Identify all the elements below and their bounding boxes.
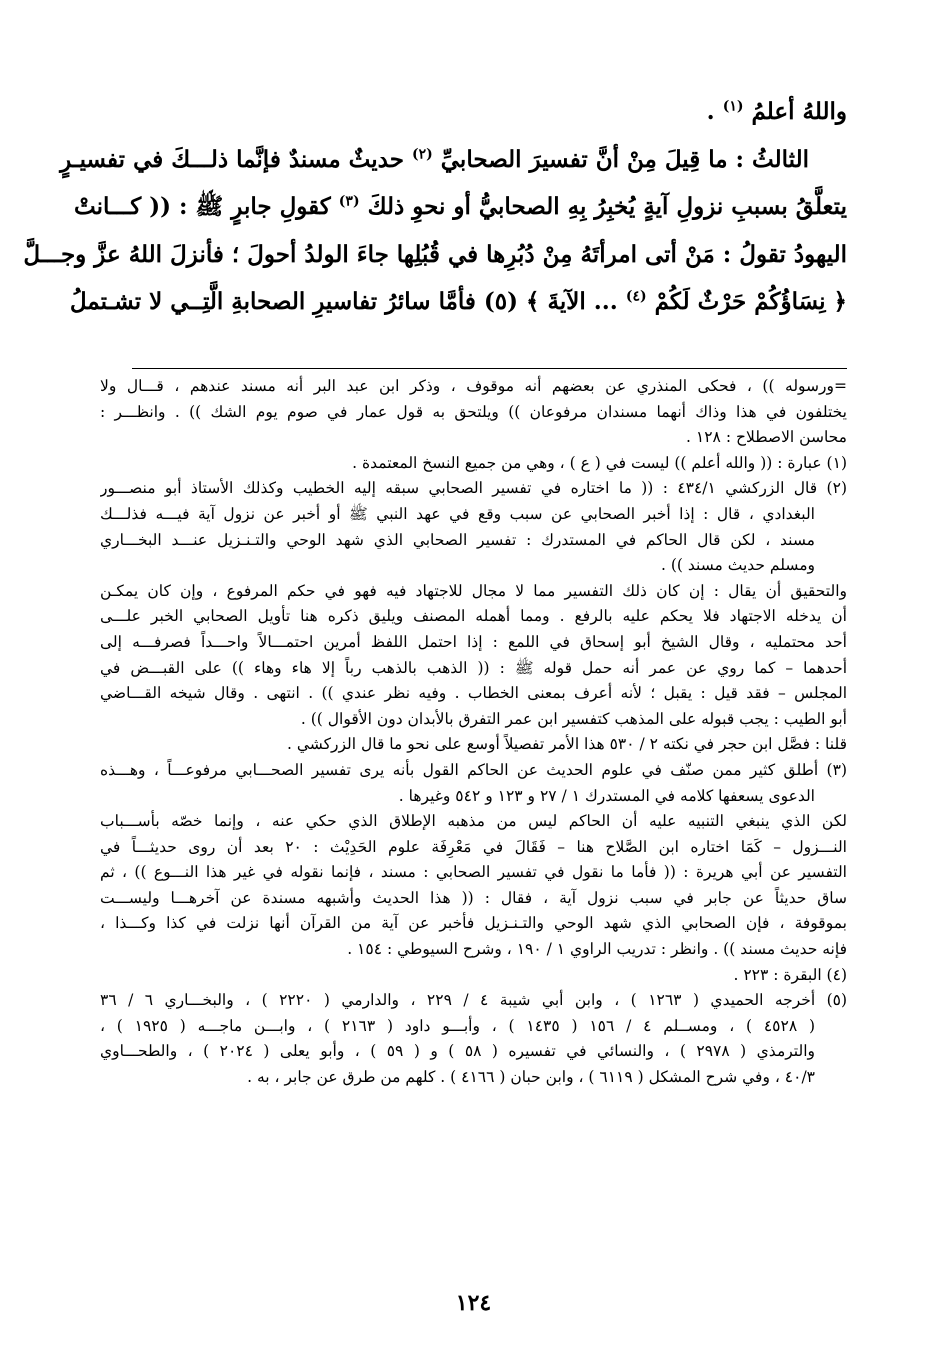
footnote-line: فإنه حديث مسند )) . وانظر : تدريب الراوي ١ / ١٩٠ ، وشرح السيوطي : ١٥٤ . <box>347 940 847 959</box>
main-line <box>100 88 847 136</box>
line-text: الثالثُ : ما قِيلَ مِنْ أنَّ تفسيرَ الصحابيِّ <box>440 145 809 173</box>
footnote-line: (١) عبارة : (( والله أعلم )) ليست في ( ع ) ، وهي من جميع النسخ المعتمدة . <box>352 453 847 472</box>
footnote-line: (٥) أخرجه الحميدي ( ١٢٦٣ ) ، وابن أبي شيبة ٤ / ٢٢٩ ، والدارمي ( ٢٢٢٠ ) ، والبخـــاري ٦ / ٣٦ <box>100 991 847 1010</box>
footnote-ref[interactable]: (٤) <box>625 288 647 305</box>
footnote-line: التفسير عن أبي هريرة : (( فأما ما نقول في تفسير الصحابي : مسند ، فإنما نقوله في غير هذا النـــوع )) ، ثم <box>100 863 847 882</box>
footnote-line: البغدادي ، قال : إذا أخبر الصحابي عن سبب وقع في عهد النبي ﷺ أو أخبر عن نزول آية فيـــه فذلـــك <box>100 504 815 523</box>
line-text: اليهودُ تقولُ : مَنْ أتى امرأتَهُ مِنْ دُبُرِها في قُبُلِها جاءَ الولدُ أحولَ ؛ فأنزلَ اللهُ عزَّ وجـــلَّ <box>23 240 847 268</box>
footnote-line: (٤) البقرة : ٢٢٣ . <box>733 965 847 984</box>
line-tail: ... الآيةَ ﴾ (٥) فأمَّا سائرُ تفاسيرِ الصحابةِ الَّتِــي لا تشـتملُ <box>69 288 618 315</box>
footnote-line: يختلفون في هذا وذاك أنهما مسندان مرفوعان )) ويلتحق به قول عمار في صوم يوم الشك )) . وانظـــر : <box>100 402 847 421</box>
main-line <box>69 278 847 326</box>
main-line <box>23 231 847 279</box>
footnote-line: ( ٤٥٢٨ ) ، ومســلم ٤ / ١٥٦ ( ١٤٣٥ ) ، وأبـــو داود ( ٢١٦٣ ) ، وابـــن ماجـــه ( ١٩٢٥ ) ، <box>100 1016 816 1035</box>
footnote-line: لكن الذي ينبغي التنبيه عليه أن الحاكم ليس من مذهبه الإطلاق الذي حكي عنه ، وإنما خصّه بأســـباب <box>100 812 847 831</box>
footnote-ref[interactable]: (٢) <box>411 145 433 162</box>
line-tail: . <box>706 98 715 125</box>
footnotes <box>100 374 847 1091</box>
footnote-line: (٢) قال الزركشي ٤٣٤/١ : (( ما اختاره في تفسير الصحابي سبقه إليه الخطيب وكذلك الأستاذ أبو منصـــور <box>100 479 847 498</box>
line-text: يتعلَّقُ بسببِ نزولِ آيةٍ يُخبِرُ بِهِ الصحابيُّ أو نحوِ ذلكَ <box>367 193 847 220</box>
footnote-line: الدعوى يسعفها كلامه في المستدرك ١ / ٢٧ و ١٢٣ و ٥٤٢ وغيرها . <box>398 786 815 805</box>
footnote-line: المجلس – فقد قيل : يقبل ؛ لأنه أعرف بمعنى الخطاب . وفيه نظر عندي )) . انتهى . وقال شيخه القـــاضي <box>100 684 847 703</box>
footnote-line: أبو الطيب : يجب قبوله على المذهب كتفسير ابن عمر التفرق بالأبدان دون الأقوال )) . <box>300 709 847 728</box>
footnote-ref[interactable]: (١) <box>722 98 744 115</box>
footnote-ref[interactable]: (٣) <box>338 193 360 210</box>
line-tail: كقولِ جابرٍ ﷺ : (( كـــانتْ <box>74 193 331 220</box>
footnote-line: النـــزول – كَمَا اختاره ابن الصَّلاح هنا – فَقَالَ في مَعْرِفَة علوم الحَدِيْث : ٢٠ بعد أن روى حديثـــاً في <box>100 837 847 856</box>
footnote-line: قلنا : فصَّل ابن حجر في نكته ٢ / ٥٣٠ هذا الأمر تفصيلاً أوسع على نحو ما قال الزركشي . <box>287 735 847 754</box>
footnote-line: أن يدخله الاجتهاد فلا يحكم عليه بالرفع . ومما أهمله المصنف ويليق ذكره هنا تأويل الصحابي الخبر علـــى <box>100 607 847 626</box>
footnote-line: ساق حديثاً عن جابر في سبب نزول آية ، فقال : (( هذا الحديث وأشبهه مسندة عن آخرهـــا وليســـت <box>100 888 847 907</box>
footnote-line: والترمذي ( ٢٩٧٨ ) ، والنسائي في تفسيره ( ٥٨ ) و ( ٥٩ ) ، وأبو يعلى ( ٢٠٢٤ ) ، والطحـــاوي <box>100 1042 815 1061</box>
footnote-line: ومسلم حديث مسند )) . <box>661 556 815 575</box>
page-number: ١٢٤ <box>455 1290 492 1316</box>
line-text: واللهُ أعلمُ <box>751 98 847 125</box>
line-tail: حديثٌ مسندٌ فإنَّما ذلـــكَ في تفسيـرٍ <box>60 145 404 173</box>
main-text <box>23 88 847 326</box>
footnote-line: أحدهما – كما روي عن عمر أنه حمل قوله ﷺ : (( الذهب بالذهب رباً إلا هاء وهاء )) على القبـــض في <box>100 658 847 677</box>
main-line <box>60 136 847 184</box>
footnote-line: (٣) أطلق كثير ممن صنّف في علوم الحديث عن الحاكم القول بأنه يرى تفسير الصحـــابي مرفوعـــاً ، وهـــذه <box>100 760 847 779</box>
line-text: ﴿ نِسَاؤُكُمْ حَرْثٌ لَكُمْ <box>654 288 847 315</box>
footnote-line: أحد محتمليه ، وقال الشيخ أبو إسحاق في اللمع : إذا احتمل اللفظ أمرين احتمـــالاً واحـــداً فصرفـــه إلى <box>100 632 847 651</box>
footnote-line: مسند ، لكن قال الحاكم في المستدرك : تفسير الصحابي الذي شهد الوحي والتـنـزيل عنـــد البخـــاري <box>100 530 815 549</box>
footnote-line: محاسن الاصطلاح : ١٢٨ . <box>686 428 847 447</box>
main-line <box>74 183 847 231</box>
footnote-line: =ورسوله )) ، فحكى المنذري عن بعضهم أنه موقوف ، وذكر ابن عبد البر أنه مسند عندهم ، قـــال ولا <box>100 377 847 395</box>
footnote-divider <box>132 368 847 369</box>
footnote-line: ٤٠/٣ ، وفي شرح المشكل ( ٦١١٩ ) ، وابن حبان ( ٤١٦٦ ) . كلهم من طرق عن جابر ، به . <box>247 1068 815 1087</box>
footnote-line: والتحقيق أن يقال : إن كان ذلك التفسير مما لا مجال للاجتهاد فيه فهو في حكم المرفوع ، وإن كان يمكـن <box>100 581 847 600</box>
footnote-line: بموقوفة ، فإن الصحابي الذي شهد الوحي والتـنـزيل فأخبر عن آية من القرآن أنها نزلت في كذا وكـــذا ، <box>100 914 847 933</box>
